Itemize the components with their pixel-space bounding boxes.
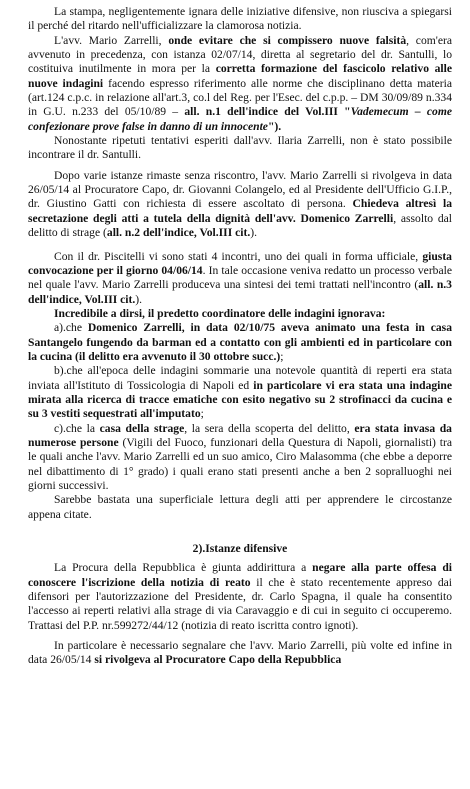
list-item-a <box>28 321 452 364</box>
bold-run: in particolare vi era stata una indagine mirata alla ricerca di tracce ematiche con esito negativo su 2 strofinacci da cucina e su 3 vestiti sequestrati all'imputato <box>28 378 452 421</box>
bold-run: all. n.1 dell'indice del Vol.III " <box>184 105 351 119</box>
text-run: L'avv. Mario Zarrelli, <box>54 33 162 47</box>
bold-run: era stata invasa da numerose persone <box>28 421 452 449</box>
section-heading: 2).Istanze difensive <box>192 542 288 556</box>
text-run: facendo espresso riferimento alle norme che disciplinano detta materia (art.124 c.p.c. in relazione all'art.3, co.l del Reg. per l'Esec. del c.p.p. – DM 30/09/89 n.334 in G.U. n.233 del 05/10/89 – <box>28 76 452 119</box>
text-run: ; <box>280 349 284 363</box>
bold-run: si rivolgeva al Procuratore Capo della Repubblica <box>94 653 342 667</box>
paragraph-instances <box>28 169 452 241</box>
paragraph-meetings <box>28 250 452 307</box>
text-run: Dopo varie istanze rimaste senza riscontro, l'avv. Mario Zarrelli si rivolgeva in data 26/05/14 al Procuratore Capo, dr. Giovanni Colangelo, ed al Presidente dell'Ufficio G.I.P., dr. Giustino Gatti con richiesta di essere ascoltato di persona. <box>28 168 452 211</box>
list-item-b <box>28 364 452 421</box>
text-run: a).che <box>54 321 82 335</box>
bold-run: all. n.2 dell'indice, Vol.III cit. <box>106 226 251 240</box>
text-run: (Vigili del Fuoco, funzionari della Questura di Napoli, giornalisti) tra le quali anche l'avv. Mario Zarrelli ed un suo amico, Ciro Malasomma (che ebbe a deporre nel dibattimento di 1° grado) i quali erano stati presenti anche a ben 2 sopralluoghi nei giorni successivi. <box>28 435 452 492</box>
bold-italic-run: Vademecum – come confezionare prove false in danno di un innocente <box>28 105 452 133</box>
text-run: La Procura della Repubblica è giunta addirittura a <box>54 561 307 575</box>
list-item-c <box>28 422 452 494</box>
paragraph-prosecution <box>28 561 452 633</box>
bold-run: corretta formazione del fascicolo relativo alle nuove indagini <box>28 62 453 90</box>
paragraph-press: La stampa, negligentemente ignara delle iniziative difensive, non riusciva a spiegarsi il perché del ritardo nell'ufficializzare la clamorosa notizia. <box>28 5 452 33</box>
bold-run: all. n.3 dell'indice, Vol.III cit. <box>28 278 452 306</box>
text-run: Con il dr. Piscitelli vi sono stati 4 incontri, uno dei quali in forma ufficiale, <box>54 249 419 263</box>
bold-run: giusta convocazione per il giorno 04/06/14 <box>28 249 452 277</box>
text-run: ). <box>135 292 143 306</box>
text-run: il che è stato recentemente appreso dai difensori per l'autorizzazione del Presidente, dr. Carlo Spagna, il quale ha consentito l'accesso ai reperti relativi alla strage di via Caravaggio e di cui in seguito ci occuperemo. Trattasi del P.P. nr.599272/44/12 (notizia di reato iscritta contro ignoti). <box>28 575 452 632</box>
bold-run: Chiedeva altresì la secretazione degli atti a tutela della dignità dell'avv. Domenico Zarrelli <box>28 197 452 225</box>
text-run: ; <box>200 407 204 421</box>
paragraph-formation-request <box>28 34 452 134</box>
bold-run: negare alla parte offesa di conoscere l'iscrizione della notizia di reato <box>28 561 452 589</box>
text-run: . In tale occasione veniva redatto un processo verbale nel quale l'avv. Mario Zarrelli produceva una sintesi dei temi trattati nell'incontro ( <box>28 263 452 292</box>
paragraph-particular <box>28 639 452 668</box>
text-run: b).che all'epoca delle indagini sommarie una notevole quantità di reperti era stata inviata all'Istituto di Tossicologia di Napoli ed <box>28 364 452 392</box>
text-run: , la sera della scoperta del delitto, <box>184 421 350 435</box>
paragraph-ignored-intro <box>28 307 452 321</box>
bold-run: "). <box>267 119 282 133</box>
paragraph-attempts: Nonostante ripetuti tentativi esperiti dall'avv. Ilaria Zarrelli, non è stato possibile incontrare il dr. Santulli. <box>28 134 452 162</box>
text-run: c).che la <box>54 421 95 435</box>
paragraph-reading: Sarebbe bastata una superficiale lettura degli atti per apprendere le circostanze appena citate. <box>28 493 452 521</box>
text-run: In particolare è necessario segnalare che l'avv. Mario Zarrelli, più volte ed infine in data 26/05/14 <box>28 639 452 667</box>
bold-run: onde evitare che si compissero nuove falsità <box>168 33 407 47</box>
text-run: , assolto dal delitto di strage ( <box>28 211 452 240</box>
bold-run: Domenico Zarrelli, in data 02/10/75 aveva animato una festa in casa Santangelo fungendo da barman ed a contatto con gli ambienti ed in particolare con la cucina (il delitto era avvenuto il 30 ottobre succ.) <box>28 321 452 363</box>
text-run: , com'era avvenuto in precedenza, con istanza 02/07/14, diretta al segretario del dr. Santulli, lo costituiva inutilmente in mora per la <box>28 33 453 76</box>
text-run: ). <box>250 226 257 240</box>
bold-run: Incredibile a dirsi, il predetto coordinatore delle indagini ignorava: <box>54 306 386 320</box>
bold-run: casa della strage <box>99 421 185 435</box>
